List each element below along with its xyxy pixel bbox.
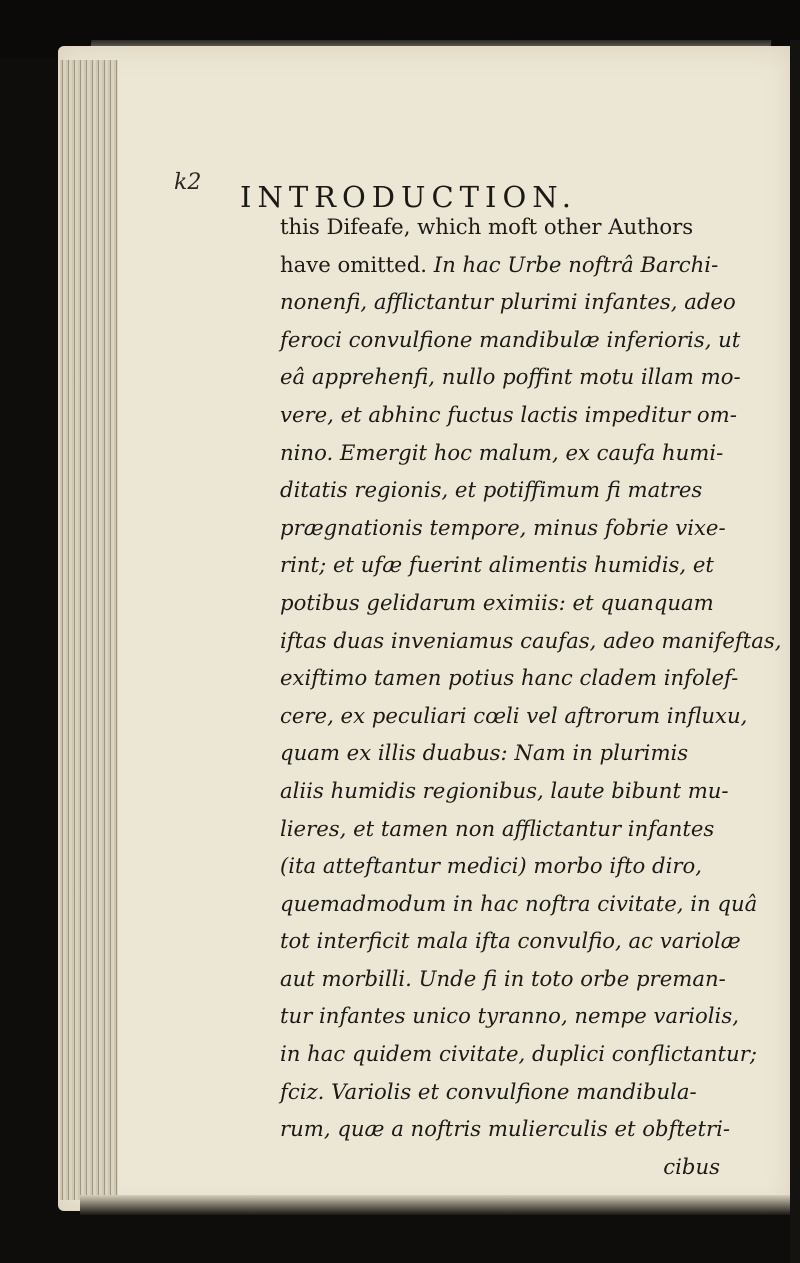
text-segment: iftas duas inveniamus caufas, adeo manifeftas,	[280, 627, 782, 653]
text-line	[280, 1110, 731, 1148]
text-line	[280, 772, 729, 810]
signature-mark: k2	[174, 170, 202, 195]
text-line	[280, 584, 720, 622]
text-segment: nonenfi, afflictantur plurimi infantes, adeo	[280, 289, 736, 315]
text-line	[280, 321, 741, 359]
text-line	[280, 922, 741, 960]
text-segment: aut morbilli. Unde fi in toto orbe preman-	[280, 965, 726, 991]
text-segment: rum, quæ a noftris mulierculis et obftetri-	[280, 1116, 731, 1142]
text-segment: tur infantes unico tyranno, nempe variolis,	[280, 1003, 739, 1029]
text-segment: aliis humidis regionibus, laute bibunt mu-	[280, 777, 729, 803]
text-line	[280, 246, 720, 284]
text-line	[280, 697, 748, 735]
catchword: cibus	[663, 1153, 720, 1179]
text-line	[280, 885, 758, 923]
running-head: INTRODUCTION.	[240, 180, 577, 214]
text-segment: In hac Urbe noftrâ Barchi-	[433, 251, 719, 277]
text-segment: feroci convulfione mandibulæ inferioris, ut	[280, 326, 741, 352]
page-bottom-edge	[80, 1195, 800, 1215]
text-line	[280, 622, 782, 660]
text-segment: ditatis regionis, et potiffimum fi matres	[280, 477, 703, 503]
text-segment: exiftimo tamen potius hanc cladem infolef-	[280, 665, 739, 691]
text-line	[280, 396, 737, 434]
text-line	[280, 471, 720, 509]
text-line	[280, 509, 726, 547]
text-line	[280, 847, 720, 885]
text-segment: quemadmodum in hac noftra civitate, in quâ	[280, 890, 758, 916]
text-segment: quam ex illis duabus: Nam in plurimis	[280, 740, 689, 766]
text-line	[280, 434, 724, 472]
text-segment: nino. Emergit hoc malum, ex caufa humi-	[280, 439, 724, 465]
page-leaves-edge	[60, 60, 118, 1200]
text-segment: in hac quidem civitate, duplici conflictantur;	[280, 1041, 757, 1067]
text-line	[280, 960, 726, 998]
text-segment: lieres, et tamen non afflictantur infantes	[280, 815, 715, 841]
text-line	[280, 1035, 757, 1073]
text-line	[280, 810, 720, 848]
text-line	[280, 283, 736, 321]
text-segment: potibus gelidarum eximiis: et quanquam	[280, 589, 714, 615]
text-segment: this Difeafe, which moft other Authors	[280, 214, 694, 239]
text-segment: eâ apprehenfi, nullo poffint motu illam mo-	[280, 364, 741, 390]
text-segment: prægnationis tempore, minus fobrie vixe-	[280, 514, 726, 540]
text-line	[280, 997, 739, 1035]
text-segment: vere, et abhinc fuctus lactis impeditur om-	[280, 401, 737, 427]
text-line	[280, 546, 720, 584]
text-line	[280, 208, 720, 246]
text-segment: rint; et ufæ fuerint alimentis humidis, et	[280, 552, 714, 578]
text-line	[280, 734, 720, 772]
text-line	[280, 659, 739, 697]
text-segment: tot interficit mala ifta convulfio, ac variolæ	[280, 928, 741, 954]
text-segment: fciz. Variolis et convulfione mandibula-	[280, 1078, 697, 1104]
text-segment: have omitted.	[280, 251, 434, 277]
scan-right-edge	[790, 40, 800, 1263]
page-body-text	[280, 208, 782, 1185]
text-line	[280, 1073, 720, 1111]
text-segment: (ita atteftantur medici) morbo ifto diro,	[280, 853, 703, 879]
text-segment: cere, ex peculiari cœli vel aftrorum influxu,	[280, 702, 748, 728]
text-line	[280, 358, 741, 396]
